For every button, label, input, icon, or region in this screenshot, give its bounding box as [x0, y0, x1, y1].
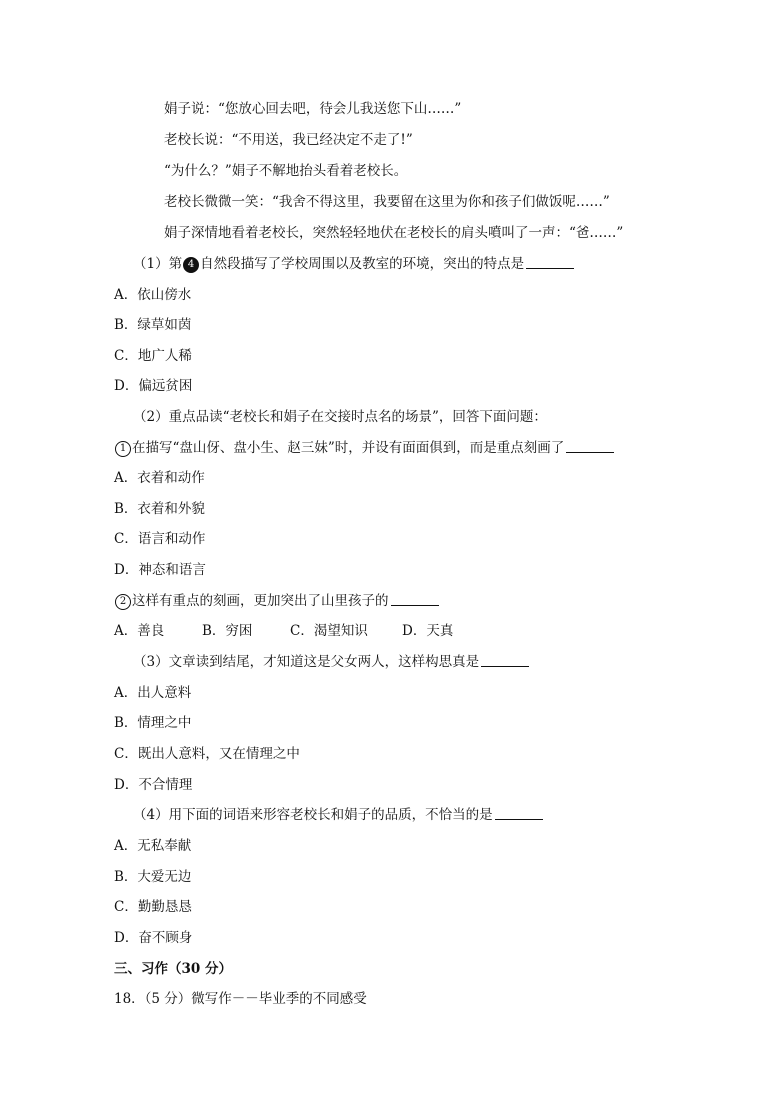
option-b[interactable]: B．绿草如茵: [114, 317, 192, 333]
option-d[interactable]: D．神态和语言: [114, 562, 206, 578]
passage-paragraph: 娟子说：“您放心回去吧，待会儿我送您下山……”: [164, 101, 462, 117]
question-4-stem: [133, 806, 543, 824]
question-text: 这样有重点的刻画，更加突出了山里孩子的: [132, 593, 389, 609]
option-d[interactable]: D．偏远贫困: [114, 378, 193, 394]
option-a[interactable]: A．无私奉献: [114, 838, 192, 854]
question-2-sub1: [114, 439, 614, 457]
option-d[interactable]: D．天真: [402, 623, 454, 639]
option-d[interactable]: D．奋不顾身: [114, 930, 193, 946]
option-b[interactable]: B．情理之中: [114, 715, 192, 731]
question-text: 在描写“盘山伢、盘小生、赵三妹”时，并设有面面俱到，而是重点刻画了: [132, 440, 565, 456]
answer-blank[interactable]: [526, 256, 574, 269]
option-b[interactable]: B．衣着和外貌: [114, 501, 205, 517]
question-18: 18．（5 分）微写作－－毕业季的不同感受: [114, 991, 367, 1007]
option-d[interactable]: D．不合情理: [114, 777, 193, 793]
option-c[interactable]: C．勤勤恳恳: [114, 899, 192, 915]
question-text: （4）用下面的词语来形容老校长和娟子的品质，不恰当的是: [133, 807, 493, 823]
answer-blank[interactable]: [495, 807, 543, 820]
question-prefix: （1）第: [133, 256, 183, 272]
answer-blank[interactable]: [391, 593, 439, 606]
question-1-stem: [133, 255, 574, 273]
question-2-stem: （2）重点品读“老校长和娟子在交接时点名的场景”，回答下面问题：: [133, 409, 547, 425]
option-a[interactable]: A．依山傍水: [114, 287, 192, 303]
inline-options: [114, 622, 490, 640]
answer-blank[interactable]: [566, 440, 614, 453]
question-3-stem: [133, 653, 529, 671]
section-title: 三、习作（30 分）: [114, 961, 232, 977]
passage-paragraph: 老校长说：“不用送，我已经决定不走了!”: [164, 132, 413, 148]
passage-paragraph: “为什么？”娟子不解地抬头看着老校长。: [164, 163, 408, 179]
option-a[interactable]: A．衣着和动作: [114, 470, 205, 486]
passage-paragraph: 老校长微微一笑：“我舍不得这里，我要留在这里为你和孩子们做饭呢……”: [164, 194, 610, 210]
question-2-sub2: [114, 592, 439, 610]
option-c[interactable]: C．既出人意料，又在情理之中: [114, 746, 300, 762]
question-text: （3）文章读到结尾，才知道这是父女两人，这样构思真是: [133, 654, 480, 670]
question-text: 自然段描写了学校周围以及教室的环境，突出的特点是: [200, 256, 525, 272]
circled-number: 2: [115, 594, 131, 610]
option-c[interactable]: C．地广人稀: [114, 348, 192, 364]
option-a[interactable]: A．善良: [114, 623, 165, 639]
option-b[interactable]: B．大爱无边: [114, 869, 192, 885]
option-c[interactable]: C．语言和动作: [114, 531, 206, 547]
circled-number: 4: [183, 257, 199, 273]
circled-number: 1: [115, 441, 131, 457]
passage-paragraph: 娟子深情地看着老校长，突然轻轻地伏在老校长的肩头噴叫了一声：“爸……”: [164, 225, 624, 241]
option-a[interactable]: A．出人意料: [114, 685, 192, 701]
option-c[interactable]: C．渴望知识: [290, 623, 368, 639]
option-b[interactable]: B．穷困: [202, 623, 253, 639]
answer-blank[interactable]: [481, 654, 529, 667]
